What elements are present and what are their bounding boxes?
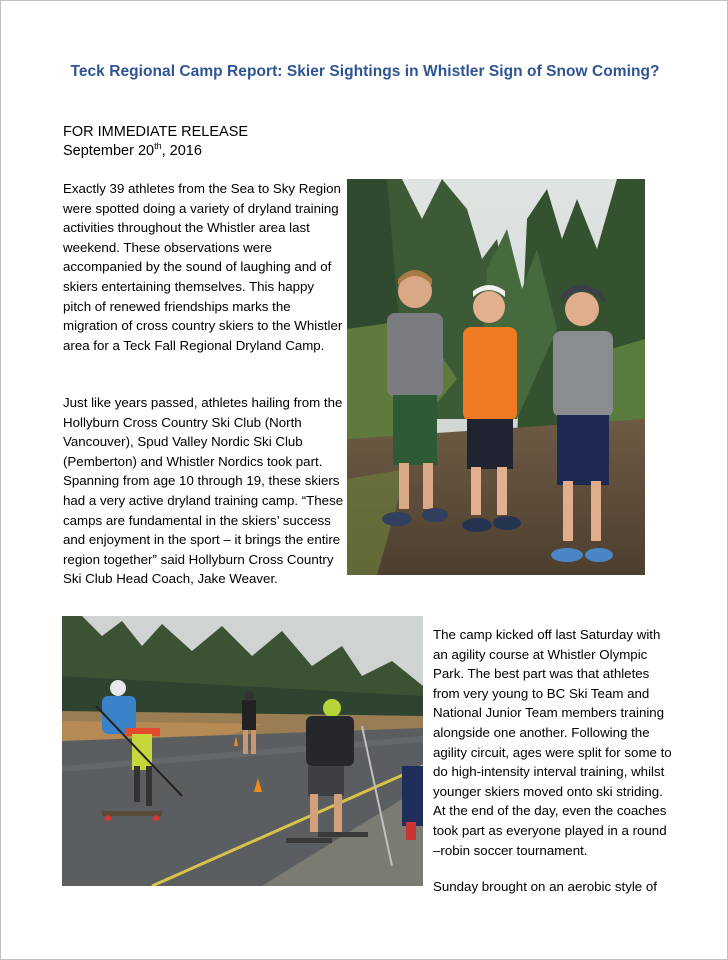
date-year: , 2016 bbox=[161, 143, 202, 159]
photo-roller-skiing bbox=[62, 616, 423, 886]
document-title: Teck Regional Camp Report: Skier Sightings in Whistler Sign of Snow Coming? bbox=[70, 63, 660, 80]
paragraph-4: Sunday brought on an aerobic style of bbox=[433, 879, 657, 894]
date-month-day: September 20 bbox=[63, 143, 155, 159]
paragraph-1: Exactly 39 athletes from the Sea to Sky Region were spotted doing a variety of dryland training activities throughout the Whistler area last weekend. These observations were accompanied by the sound of laughing and of skiers entertaining themselves. This happy pitch of renewed friendships marks the migration of cross country skiers to the Whistler area for a Teck Fall Regional Dryland Camp. bbox=[63, 181, 343, 353]
release-block bbox=[63, 123, 248, 161]
photo-three-skiers bbox=[347, 179, 645, 575]
paragraph-2: Just like years passed, athletes hailing from the Hollyburn Cross Country Ski Club (North Vancouver), Spud Valley Nordic Ski Club (Pemberton) and Whistler Nordics took part. Spanning from age 10 through 19, these skiers had a very active dryland training camp. “These camps are fundamental in the skiers’ success and enjoyment in the sport – it brings the entire region together” said Hollyburn Cross Country Ski Club Head Coach, Jake Weaver. bbox=[63, 395, 344, 587]
date-ordinal: th bbox=[154, 141, 162, 151]
paragraph-3: The camp kicked off last Saturday with an agility course at Whistler Olympic Park. The best part was that athletes from very young to BC Ski Team and National Junior Team members training alongside one another. Following the agility circuit, ages were split for some to do high-intensity interval training, whilst younger skiers moved onto ski striding. At the end of the day, even the coaches took part as everyone played in a round –robin soccer tournament. bbox=[433, 627, 672, 858]
release-date bbox=[63, 142, 248, 161]
release-line: FOR IMMEDIATE RELEASE bbox=[63, 124, 249, 140]
